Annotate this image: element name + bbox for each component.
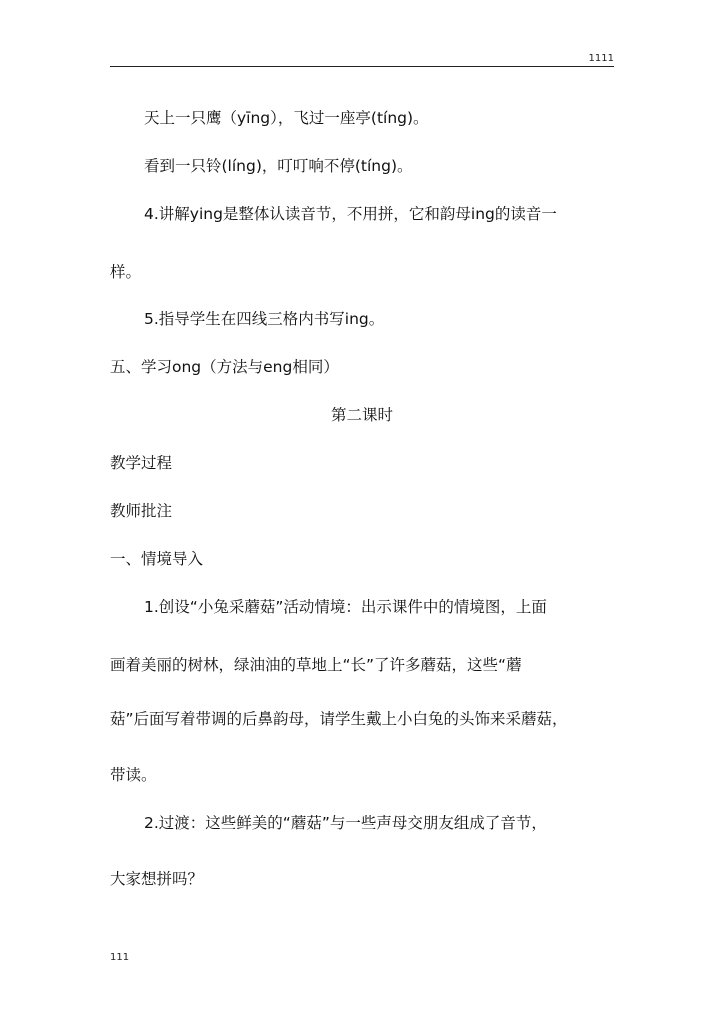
text-line-2: 看到一只铃(líng)，叮叮响不停(tíng)。 bbox=[144, 157, 413, 175]
text-line-1: 天上一只鹰（yīng），飞过一座亭(tíng)。 bbox=[144, 109, 429, 127]
text-line-16: 大家想拼吗？ bbox=[110, 870, 204, 888]
text-line-14: 带读。 bbox=[110, 766, 157, 784]
footer-page-number: 111 bbox=[110, 952, 130, 963]
text-line-12: 画着美丽的树林，绿油油的草地上“长”了许多蘑菇，这些“蘑 bbox=[110, 656, 522, 674]
heading-teaching-process: 教学过程 bbox=[110, 454, 173, 472]
text-line-3: 4.讲解ying是整体认读音节，不用拼，它和韵母ing的读音一 bbox=[144, 205, 557, 223]
text-line-4: 样。 bbox=[110, 263, 142, 281]
heading-teacher-notes: 教师批注 bbox=[110, 502, 173, 520]
section-heading-1: 一、情境导入 bbox=[110, 550, 204, 568]
text-line-5: 5.指导学生在四线三格内书写ing。 bbox=[144, 310, 385, 328]
text-line-13: 菇”后面写着带调的后鼻韵母，请学生戴上小白兔的头饰来采蘑菇， bbox=[110, 710, 568, 728]
lesson-title: 第二课时 bbox=[330, 406, 393, 424]
text-line-11: 1.创设“小兔采蘑菇”活动情境：出示课件中的情境图，上面 bbox=[144, 598, 547, 616]
header-rule bbox=[110, 66, 614, 67]
text-line-15: 2.过渡：这些鲜美的“蘑菇”与一些声母交朋友组成了音节， bbox=[144, 814, 547, 832]
header-page-number: 1111 bbox=[588, 53, 614, 64]
section-heading-5: 五、学习ong（方法与eng相同） bbox=[110, 358, 339, 376]
